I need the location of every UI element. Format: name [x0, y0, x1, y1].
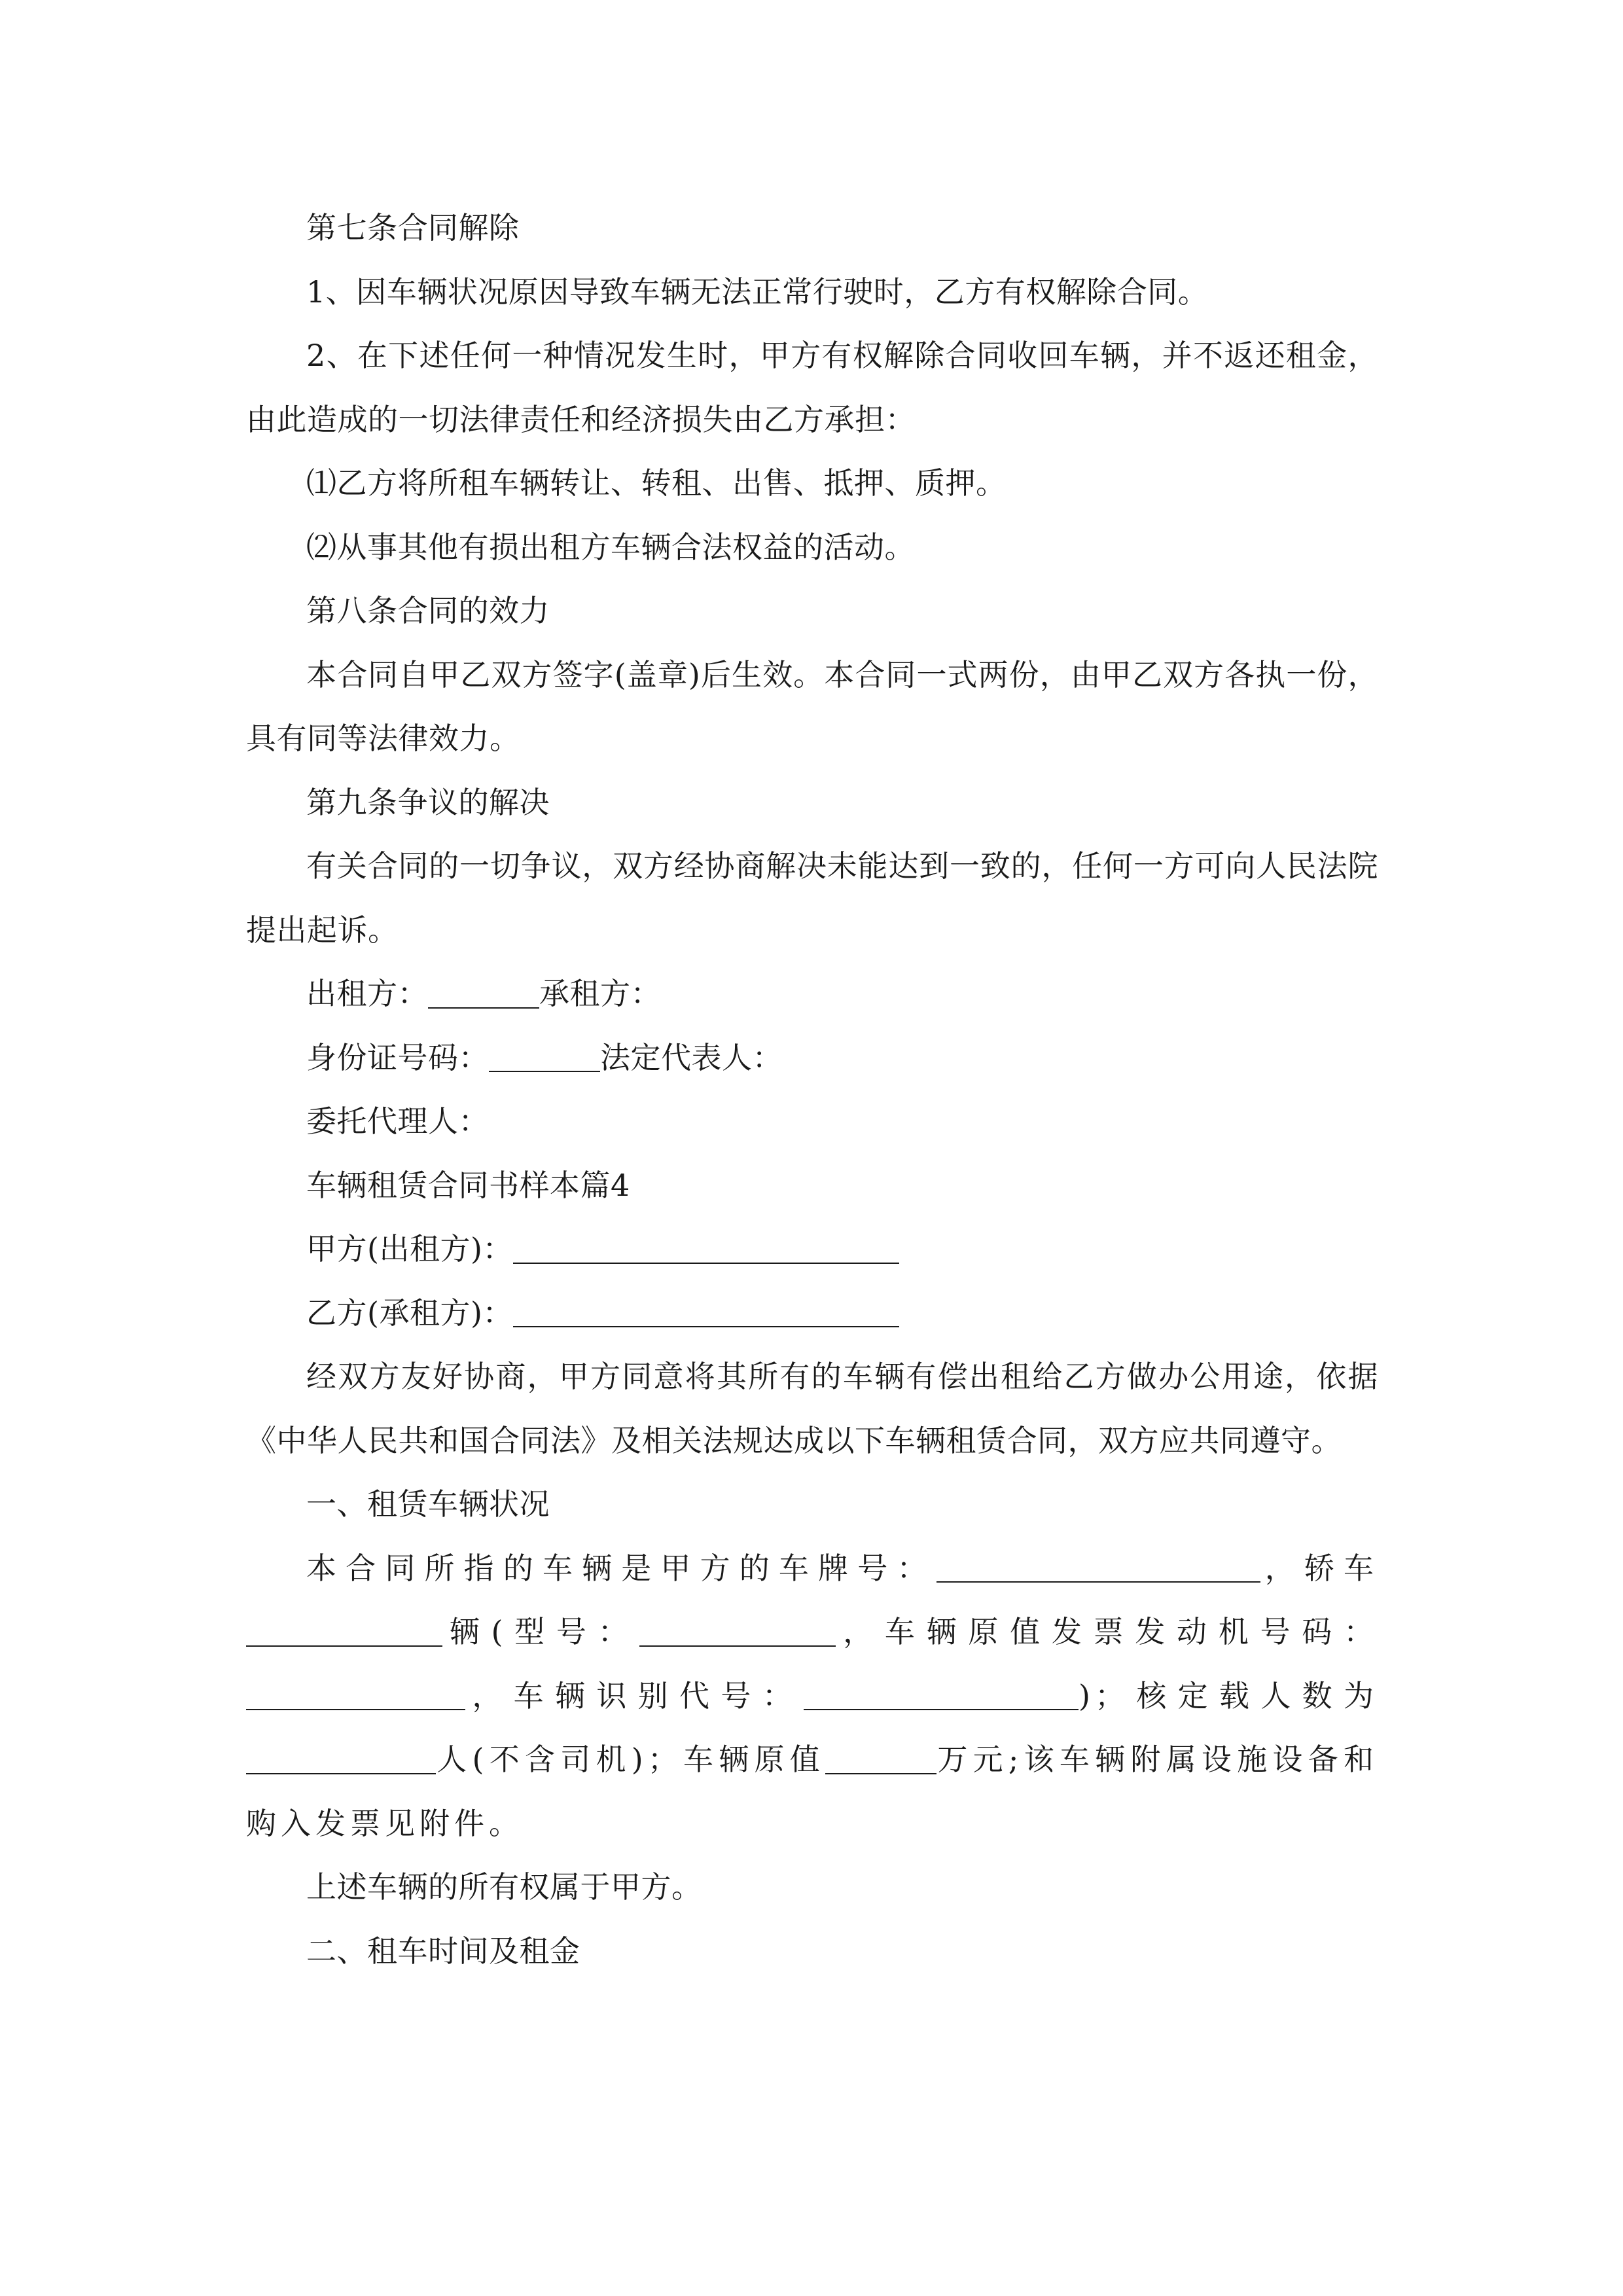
document-body — [246, 196, 1378, 1983]
vehicle-details-paragraph — [246, 1537, 1378, 1856]
party-b-line — [246, 1282, 1378, 1346]
vin-blank[interactable] — [804, 1679, 1079, 1710]
article-9-body: 有关合同的一切争议，双方经协商解决未能达到一致的，任何一方可向人民法院提出起诉。 — [246, 848, 1378, 948]
vehicle-text-model: 辆(型号： — [442, 1614, 640, 1649]
signature-id-line — [246, 1026, 1378, 1090]
heading-rental-period: 二、租车时间及租金 — [306, 1933, 580, 1969]
vehicle-text-engine: ，车辆原值发票发动机号码： — [836, 1614, 1379, 1649]
lessee-label: 承租方： — [539, 976, 661, 1011]
party-b-blank[interactable] — [513, 1296, 899, 1327]
vehicle-text-attachments: 万元;该车辆附属设施设备和购入发票见附件。 — [246, 1742, 1378, 1841]
sedan-count-blank[interactable] — [246, 1615, 442, 1647]
vehicle-text-value: 人(不含司机)；车辆原值 — [436, 1742, 826, 1777]
vehicle-text-vin: ，车辆识别代号： — [465, 1677, 804, 1713]
party-a-blank[interactable] — [513, 1232, 899, 1264]
article-7-clause-2: 2、在下述任何一种情况发生时，甲方有权解除合同收回车辆，并不返还租金，由此造成的一切法律责任和经济损失由乙方承担： — [246, 338, 1378, 437]
plate-number-blank[interactable] — [936, 1551, 1260, 1583]
intro-paragraph: 经双方友好协商，甲方同意将其所有的车辆有偿出租给乙方做办公用途，依据《中华人民共和国合同法》及相关法规达成以下车辆租赁合同，双方应共同遵守。 — [246, 1359, 1378, 1458]
lessor-blank[interactable] — [428, 977, 539, 1009]
article-7-heading: 第七条合同解除 — [306, 210, 520, 245]
article-8-heading: 第八条合同的效力 — [306, 593, 550, 628]
heading-vehicle-status: 一、租赁车辆状况 — [306, 1486, 550, 1522]
model-blank[interactable] — [639, 1615, 836, 1647]
article-9-heading: 第九条争议的解决 — [306, 784, 550, 820]
legal-rep-label: 法定代表人： — [600, 1039, 783, 1075]
signature-agent-line — [246, 1090, 1378, 1154]
vehicle-value-blank[interactable] — [825, 1743, 936, 1774]
vehicle-text-capacity: )；核定载人数为 — [1079, 1677, 1378, 1713]
vehicle-text-sedan: ，轿车 — [1260, 1550, 1379, 1586]
article-7-item-2: ⑵从事其他有损出租方车辆合法权益的活动。 — [306, 529, 915, 565]
section-4-title: 车辆租赁合同书样本篇4 — [306, 1167, 630, 1203]
party-a-line — [246, 1217, 1378, 1282]
signature-lessor-line — [246, 962, 1378, 1026]
id-number-label: 身份证号码： — [306, 1039, 489, 1075]
article-8-body: 本合同自甲乙双方签字(盖章)后生效。本合同一式两份，由甲乙双方各执一份，具有同等法律效力。 — [246, 656, 1378, 756]
vehicle-text-plate: 本合同所指的车辆是甲方的车牌号： — [306, 1550, 936, 1586]
party-a-label: 甲方(出租方)： — [306, 1231, 513, 1266]
lessor-label: 出租方： — [306, 976, 428, 1011]
article-7-clause-1: 1、因车辆状况原因导致车辆无法正常行驶时，乙方有权解除合同。 — [306, 274, 1209, 310]
ownership-paragraph: 上述车辆的所有权属于甲方。 — [306, 1869, 702, 1905]
article-7-item-1: ⑴乙方将所租车辆转让、转租、出售、抵押、质押。 — [306, 465, 1007, 501]
id-number-blank[interactable] — [489, 1041, 600, 1072]
agent-label: 委托代理人： — [306, 1103, 489, 1139]
party-b-label: 乙方(承租方)： — [306, 1295, 513, 1331]
engine-number-blank[interactable] — [246, 1679, 465, 1710]
capacity-blank[interactable] — [246, 1743, 436, 1774]
